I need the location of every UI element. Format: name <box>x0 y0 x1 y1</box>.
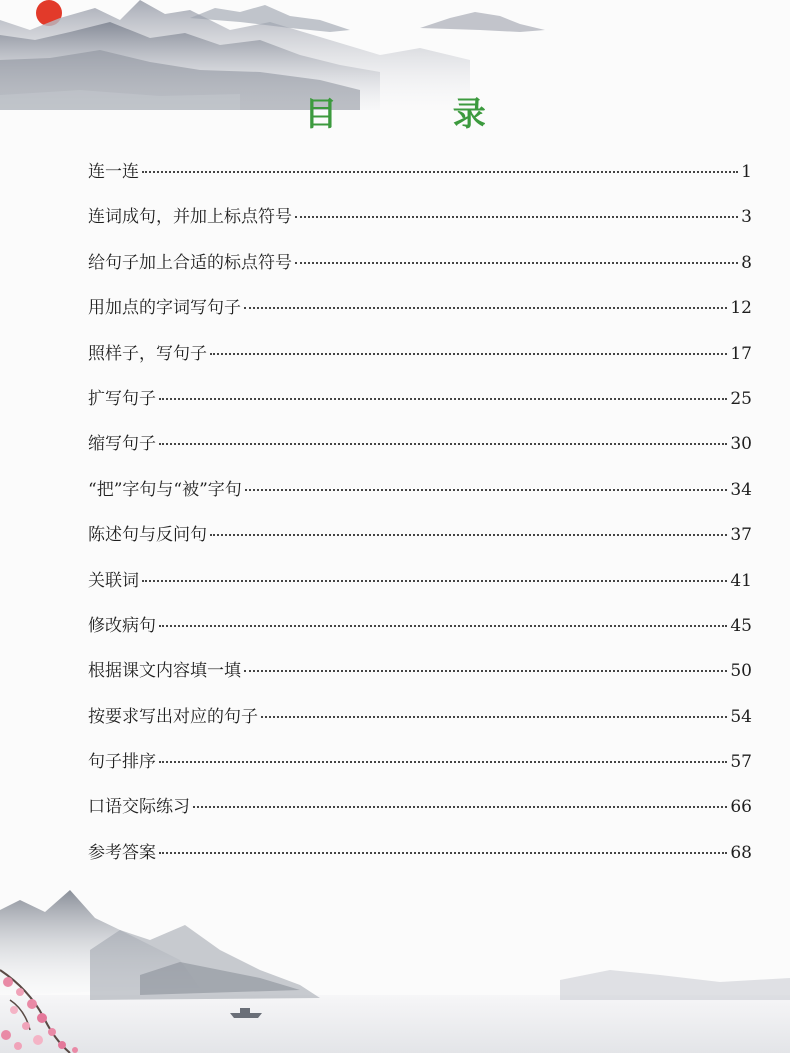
toc-page-number: 30 <box>730 434 752 455</box>
dot-leader <box>245 488 728 491</box>
toc-page-number: 17 <box>730 343 752 364</box>
toc-entry[interactable] <box>88 339 752 384</box>
toc-page-number: 45 <box>730 615 752 636</box>
dot-leader <box>159 624 727 627</box>
toc-entry-title: “把”字句与“被”字句 <box>88 479 242 500</box>
toc-entry-title: 用加点的字词写句子 <box>88 298 241 319</box>
toc-entry[interactable] <box>88 157 752 202</box>
dot-leader <box>159 760 727 763</box>
toc-page-number: 8 <box>741 252 752 273</box>
dot-leader <box>210 352 727 355</box>
toc-entry-title: 给句子加上合适的标点符号 <box>88 252 292 273</box>
mountain-landscape-bottom <box>0 870 790 1053</box>
toc-entry[interactable] <box>88 429 752 474</box>
toc-entry-title: 连一连 <box>88 162 139 182</box>
toc-entry[interactable] <box>88 475 752 520</box>
toc-page-number: 25 <box>730 388 752 409</box>
toc-page-number: 54 <box>730 706 752 727</box>
toc-entry[interactable] <box>88 566 752 611</box>
toc-page-number: 1 <box>741 162 752 182</box>
dot-leader <box>295 215 738 218</box>
dot-leader <box>159 442 727 445</box>
dot-leader <box>295 261 738 264</box>
toc-entry-title: 陈述句与反问句 <box>88 525 207 546</box>
toc-entry-title: 根据课文内容填一填 <box>88 661 241 682</box>
toc-entry[interactable] <box>88 747 752 792</box>
toc-entry-title: 缩写句子 <box>88 434 156 455</box>
dot-leader <box>142 170 738 173</box>
toc-page-number: 12 <box>730 298 752 319</box>
toc-entry[interactable] <box>88 248 752 293</box>
toc-entry[interactable] <box>88 702 752 747</box>
dot-leader <box>210 533 727 536</box>
toc-entry-title: 句子排序 <box>88 752 156 773</box>
toc-entry-title: 口语交际练习 <box>88 797 190 818</box>
toc-entry[interactable] <box>88 656 752 701</box>
toc-entry-title: 关联词 <box>88 570 139 591</box>
toc-entry[interactable] <box>88 384 752 429</box>
toc-entry[interactable] <box>88 202 752 247</box>
toc-page-number: 50 <box>730 661 752 682</box>
toc-page-number: 3 <box>741 207 752 228</box>
toc-entry-title: 连词成句，并加上标点符号 <box>88 207 292 228</box>
toc-entry-title: 按要求写出对应的句子 <box>88 706 258 727</box>
toc-entry[interactable] <box>88 293 752 338</box>
dot-leader <box>261 715 727 718</box>
toc-entry[interactable] <box>88 611 752 656</box>
toc-page-number: 34 <box>730 479 752 500</box>
table-of-contents <box>88 157 752 883</box>
toc-entry-title: 修改病句 <box>88 615 156 636</box>
toc-page-number: 37 <box>730 525 752 546</box>
toc-entry[interactable] <box>88 520 752 565</box>
dot-leader <box>159 851 727 854</box>
dot-leader <box>244 669 727 672</box>
toc-page-number: 68 <box>730 842 752 863</box>
toc-entry-title: 照样子，写句子 <box>88 343 207 364</box>
toc-page-number: 57 <box>730 752 752 773</box>
dot-leader <box>142 579 727 582</box>
toc-entry-title: 扩写句子 <box>88 388 156 409</box>
dot-leader <box>193 805 727 808</box>
dot-leader <box>244 306 727 309</box>
toc-page-number: 66 <box>730 797 752 818</box>
toc-entry-title: 参考答案 <box>88 842 156 863</box>
toc-page-number: 41 <box>730 570 752 591</box>
dot-leader <box>159 397 727 400</box>
page-title: 目 录 <box>304 94 538 133</box>
toc-entry[interactable] <box>88 792 752 837</box>
